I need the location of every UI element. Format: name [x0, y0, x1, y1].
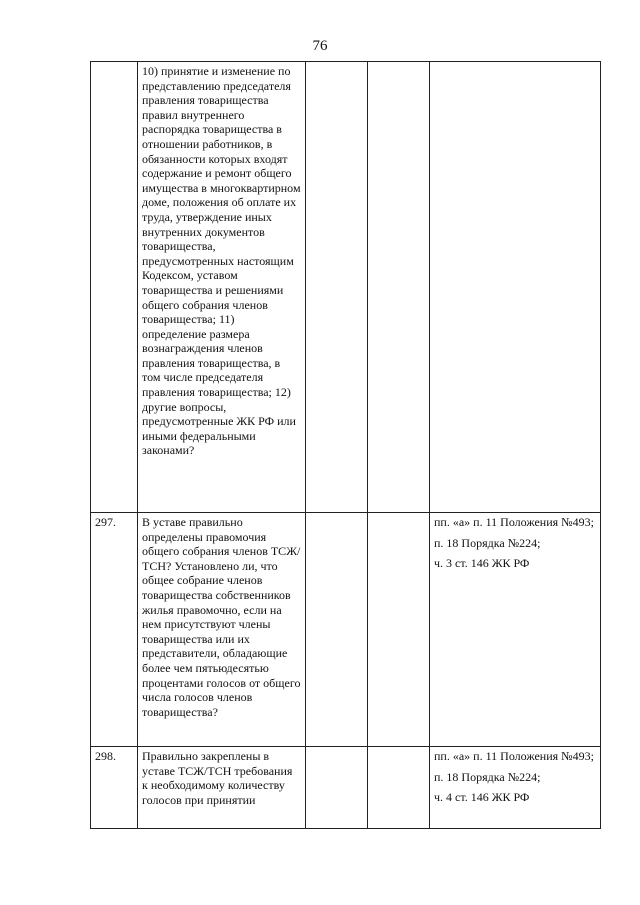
empty-cell	[306, 513, 368, 747]
reference-line: п. 18 Порядка №224;	[434, 535, 541, 550]
reference-line: пп. «а» п. 11 Положения №493;	[434, 515, 594, 529]
reference-line: ч. 4 ст. 146 ЖК РФ	[434, 790, 530, 805]
empty-cell	[368, 747, 430, 829]
row-number-cell	[91, 62, 138, 513]
row-number-cell: 297.	[91, 513, 138, 747]
table-row	[91, 747, 601, 829]
table-row	[91, 62, 601, 513]
reference-line: пп. «а» п. 11 Положения №493;	[434, 749, 594, 763]
reference-cell	[430, 513, 601, 747]
reference-line: ч. 3 ст. 146 ЖК РФ	[434, 556, 530, 571]
empty-cell	[306, 62, 368, 513]
reference-cell	[430, 62, 601, 513]
question-cell: Правильно закреплены в уставе ТСЖ/ТСН требования к необходимому количеству голосов при принятии	[138, 747, 306, 829]
reference-cell	[430, 747, 601, 829]
question-cell: В уставе правильно определены правомочия общего собрания членов ТСЖ/ТСН? Установлено ли, что общее собрание членов товарищества собственников жилья правомочно, если на нем присутствуют члены товарищества или их представители, обладающие более чем пятьюдесятью процентами голосов от общего числа голосов членов товарищества?	[138, 513, 306, 747]
table-row	[91, 513, 601, 747]
page-number: 76	[312, 38, 328, 54]
empty-cell	[368, 62, 430, 513]
empty-cell	[306, 747, 368, 829]
empty-cell	[368, 513, 430, 747]
row-number-cell: 298.	[91, 747, 138, 829]
question-cell: 10) принятие и изменение по представлению председателя правления товарищества правил внутреннего распорядка товарищества в отношении работников, в обязанности которых входят содержание и ремонт общего имущества в многоквартирном доме, положения об оплате их труда, утверждение иных внутренних документов товарищества, предусмотренных настоящим Кодексом, уставом товарищества и решениями общего собрания членов товарищества; 11) определение размера вознаграждения членов правления товарищества, в том числе председателя правления товарищества; 12) другие вопросы, предусмотренные ЖК РФ или иными федеральными законами?	[138, 62, 306, 513]
requirements-table	[90, 61, 601, 829]
reference-line: п. 18 Порядка №224;	[434, 769, 541, 784]
